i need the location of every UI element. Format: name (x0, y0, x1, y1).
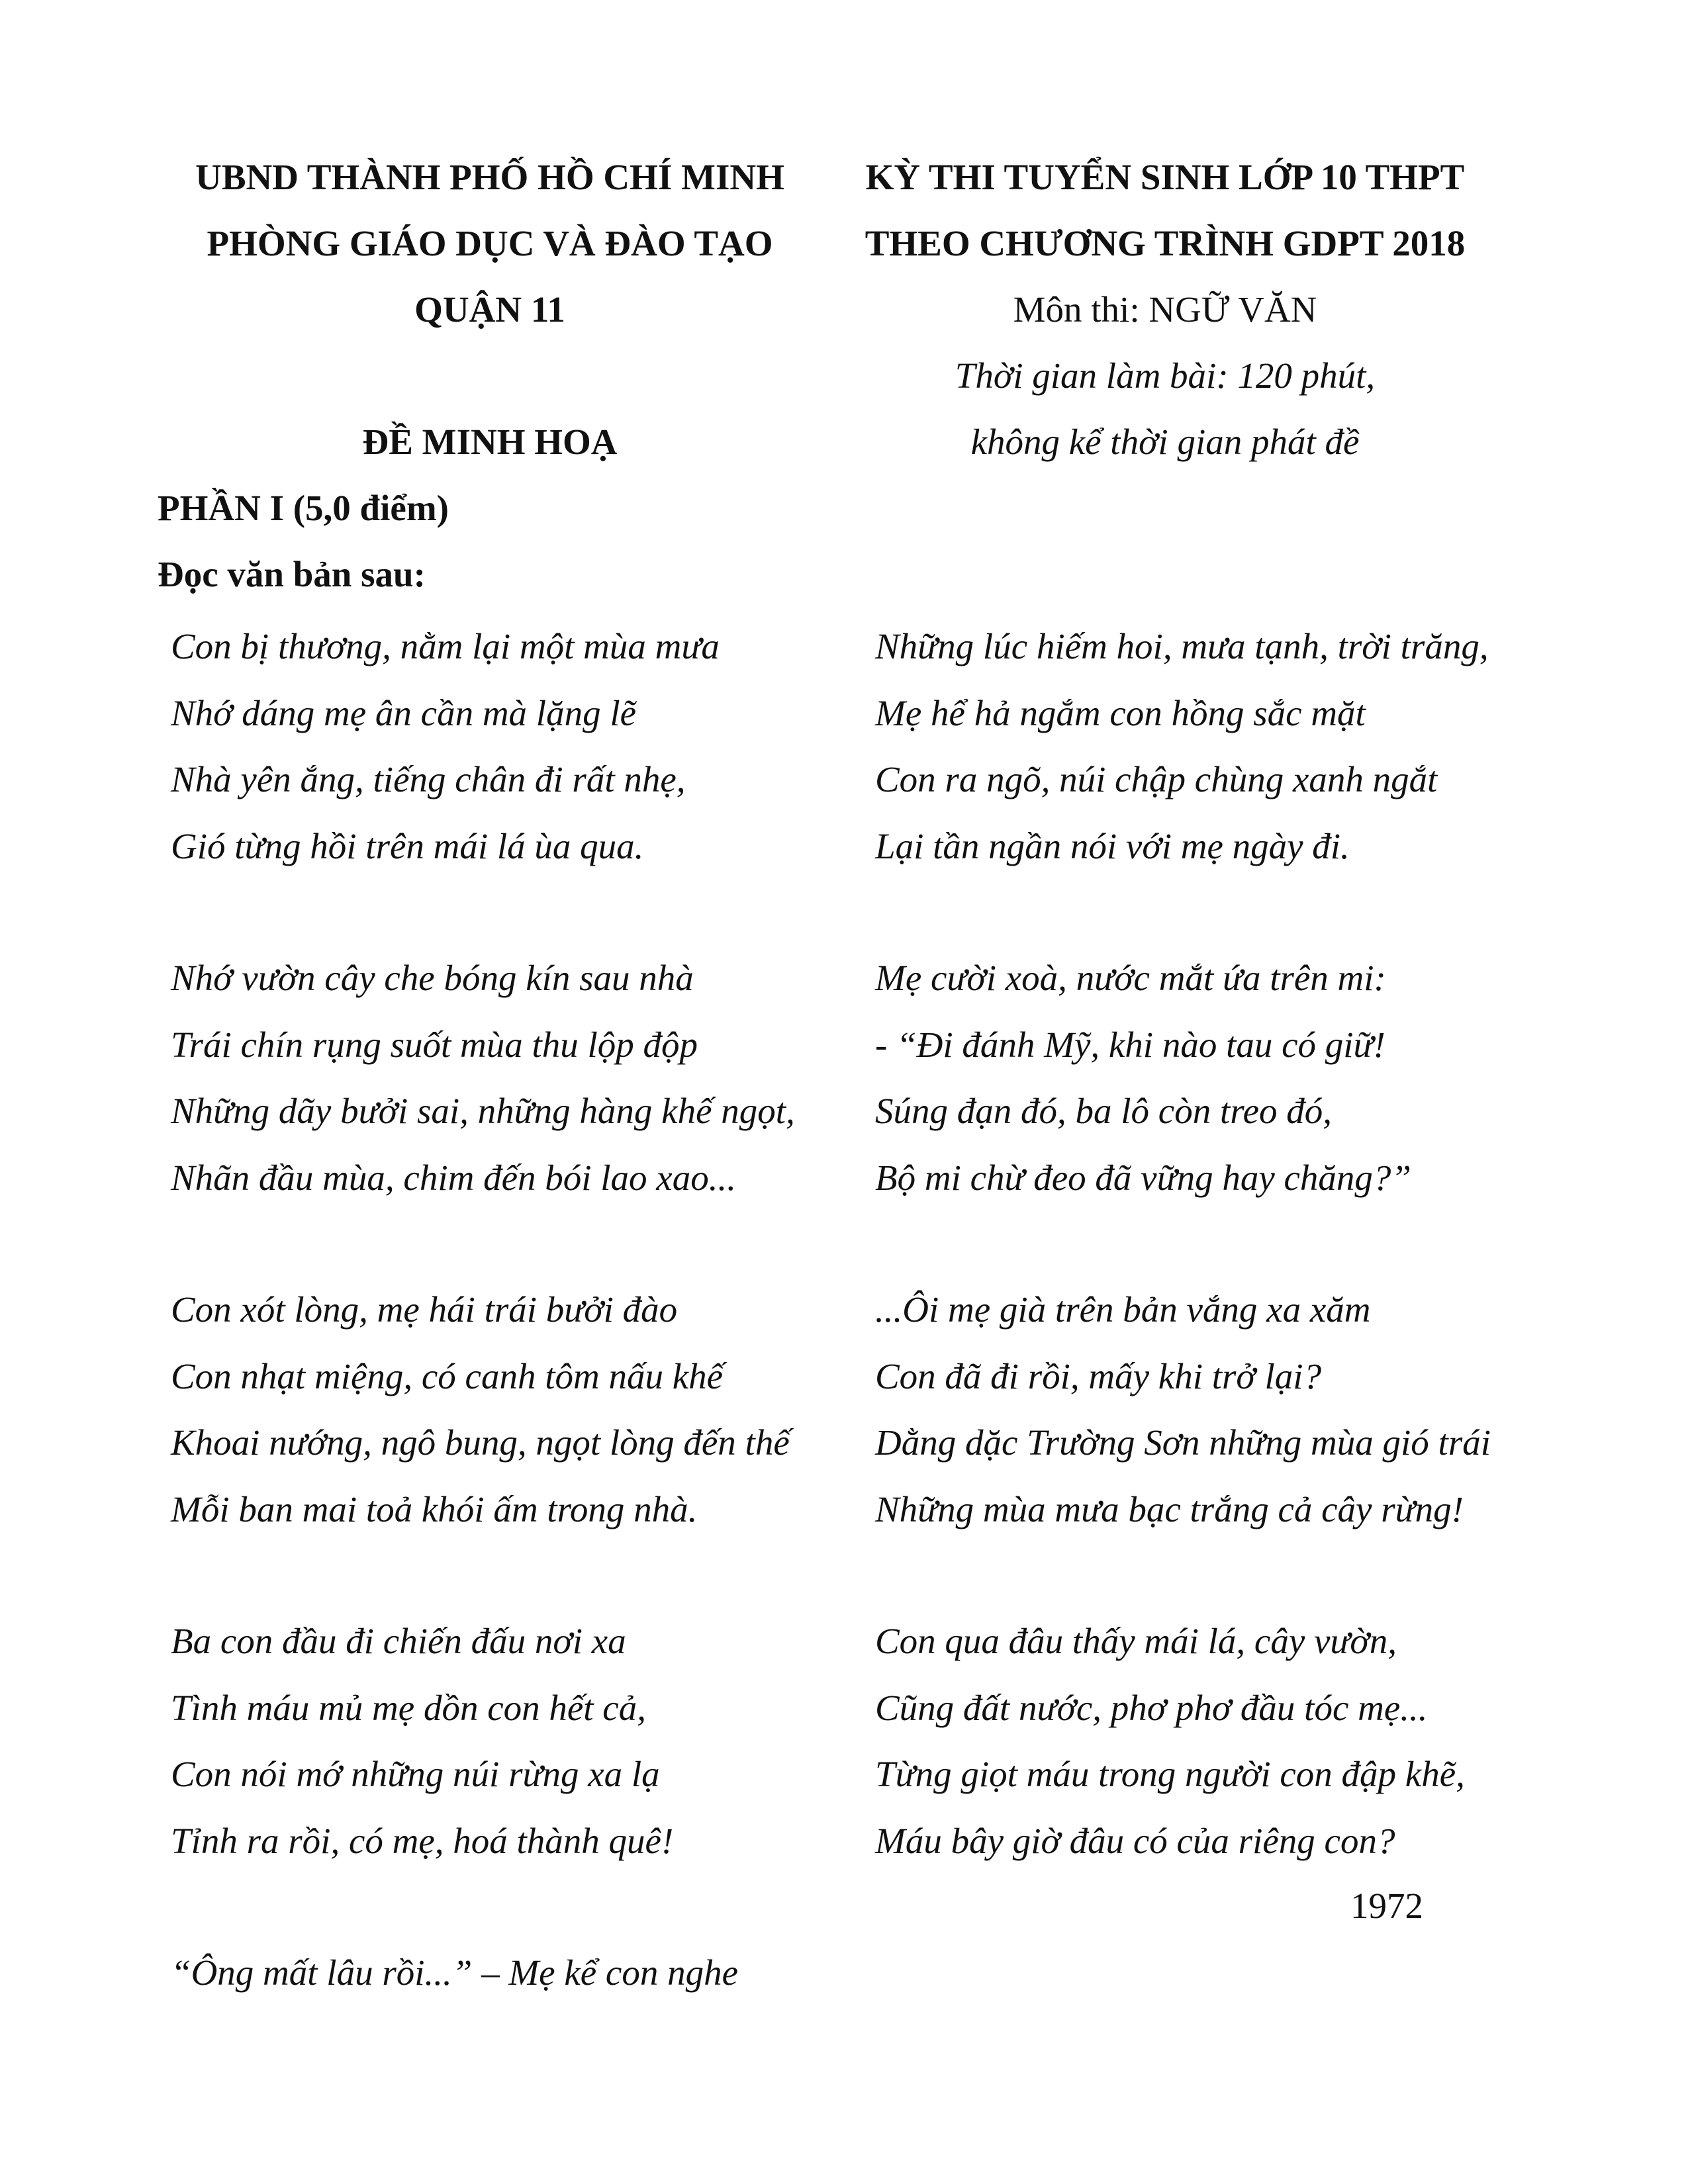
poem-year: 1972 (1350, 1886, 1423, 1926)
header-right-block (814, 144, 1516, 475)
poem-line: Mẹ cười xoà, nước mắt ứa trên mi: (875, 958, 1386, 998)
poem-left-stanza-5 (171, 1940, 738, 2007)
exam-time-note: không kể thời gian phát đề (970, 422, 1360, 462)
poem-line: Những lúc hiếm hoi, mưa tạnh, trời trăng, (875, 626, 1489, 666)
exam-time: Thời gian làm bài: 120 phút, (955, 355, 1376, 396)
poem-line: Khoai nướng, ngô bung, ngọt lòng đến thế (171, 1422, 790, 1463)
poem-line: Con đã đi rồi, mấy khi trở lại? (875, 1355, 1322, 1396)
poem-line: ...Ôi mẹ già trên bản vắng xa xăm (875, 1289, 1371, 1330)
poem-right-stanza-3 (875, 1277, 1491, 1543)
poem-line: Cũng đất nước, phơ phơ đầu tóc mẹ... (875, 1687, 1428, 1728)
poem-right-stanza-2 (875, 945, 1411, 1211)
poem-line: Những mùa mưa bạc trắng cả cây rừng! (875, 1488, 1464, 1529)
poem-line: Dằng dặc Trường Sơn những mùa gió trái (875, 1422, 1491, 1463)
exam-subject: Môn thi: NGỮ VĂN (1013, 289, 1317, 330)
poem-line: Mẹ hể hả ngắm con hồng sắc mặt (875, 692, 1366, 733)
poem-line: Những dãy bưởi sai, những hàng khế ngọt, (171, 1091, 795, 1131)
exam-program: THEO CHƯƠNG TRÌNH GDPT 2018 (865, 223, 1466, 263)
reading-instruction: Đọc văn bản sau: (158, 554, 426, 594)
poem-line: - “Đi đánh Mỹ, khi nào tau có giữ! (875, 1024, 1385, 1065)
poem-line: Nhà yên ắng, tiếng chân đi rất nhẹ, (171, 759, 686, 799)
section-title: PHẦN I (5,0 điểm) (158, 488, 449, 528)
poem-line: Lại tần ngần nói với mẹ ngày đi. (875, 825, 1350, 866)
poem-line: Nhớ vườn cây che bóng kín sau nhà (171, 958, 694, 998)
poem-line: Nhãn đầu mùa, chim đến bói lao xao... (171, 1157, 736, 1198)
poem-left-stanza-1 (171, 614, 720, 880)
poem-line: “Ông mất lâu rồi...” – Mẹ kể con nghe (171, 1952, 738, 1993)
authority-name: UBND THÀNH PHỐ HỒ CHÍ MINH (195, 157, 784, 197)
poem-line: Mỗi ban mai toả khói ấm trong nhà. (171, 1488, 698, 1529)
poem-line: Bộ mi chừ đeo đã vững hay chăng?” (875, 1157, 1411, 1198)
poem-line: Gió từng hồi trên mái lá ùa qua. (171, 825, 644, 866)
poem-line: Súng đạn đó, ba lô còn treo đó, (875, 1091, 1332, 1131)
department-name: PHÒNG GIÁO DỤC VÀ ĐÀO TẠO (207, 223, 773, 263)
exam-label: ĐỀ MINH HOẠ (362, 422, 618, 462)
poem-line: Con ra ngõ, núi chập chùng xanh ngắt (875, 759, 1438, 799)
poem-right-stanza-4 (875, 1608, 1465, 1874)
poem-left-stanza-3 (171, 1277, 790, 1543)
district-name: QUẬN 11 (414, 289, 565, 330)
poem-line: Ba con đầu đi chiến đấu nơi xa (171, 1621, 626, 1661)
poem-line: Con nhạt miệng, có canh tôm nấu khế (171, 1355, 724, 1396)
poem-line: Từng giọt máu trong người con đập khẽ, (875, 1754, 1465, 1794)
poem-line: Con xót lòng, mẹ hái trái bưởi đào (171, 1289, 678, 1330)
poem-line: Trái chín rụng suốt mùa thu lộp độp (171, 1024, 698, 1065)
poem-left-stanza-4 (171, 1608, 673, 1874)
exam-title: KỲ THI TUYỂN SINH LỚP 10 THPT (865, 157, 1465, 197)
poem-line: Máu bây giờ đâu có của riêng con? (875, 1820, 1395, 1861)
poem-line: Con bị thương, nằm lại một mùa mưa (171, 626, 720, 666)
poem-line: Nhớ dáng mẹ ân cần mà lặng lẽ (171, 692, 637, 733)
poem-line: Con qua đâu thấy mái lá, cây vườn, (875, 1621, 1397, 1661)
poem-left-stanza-2 (171, 945, 795, 1211)
poem-line: Con nói mớ những núi rừng xa lạ (171, 1754, 660, 1794)
poem-line: Tình máu mủ mẹ dồn con hết cả, (171, 1687, 646, 1728)
poem-right-stanza-1 (875, 614, 1489, 880)
header-left-block (132, 144, 847, 343)
poem-line: Tỉnh ra rồi, có mẹ, hoá thành quê! (171, 1820, 674, 1861)
